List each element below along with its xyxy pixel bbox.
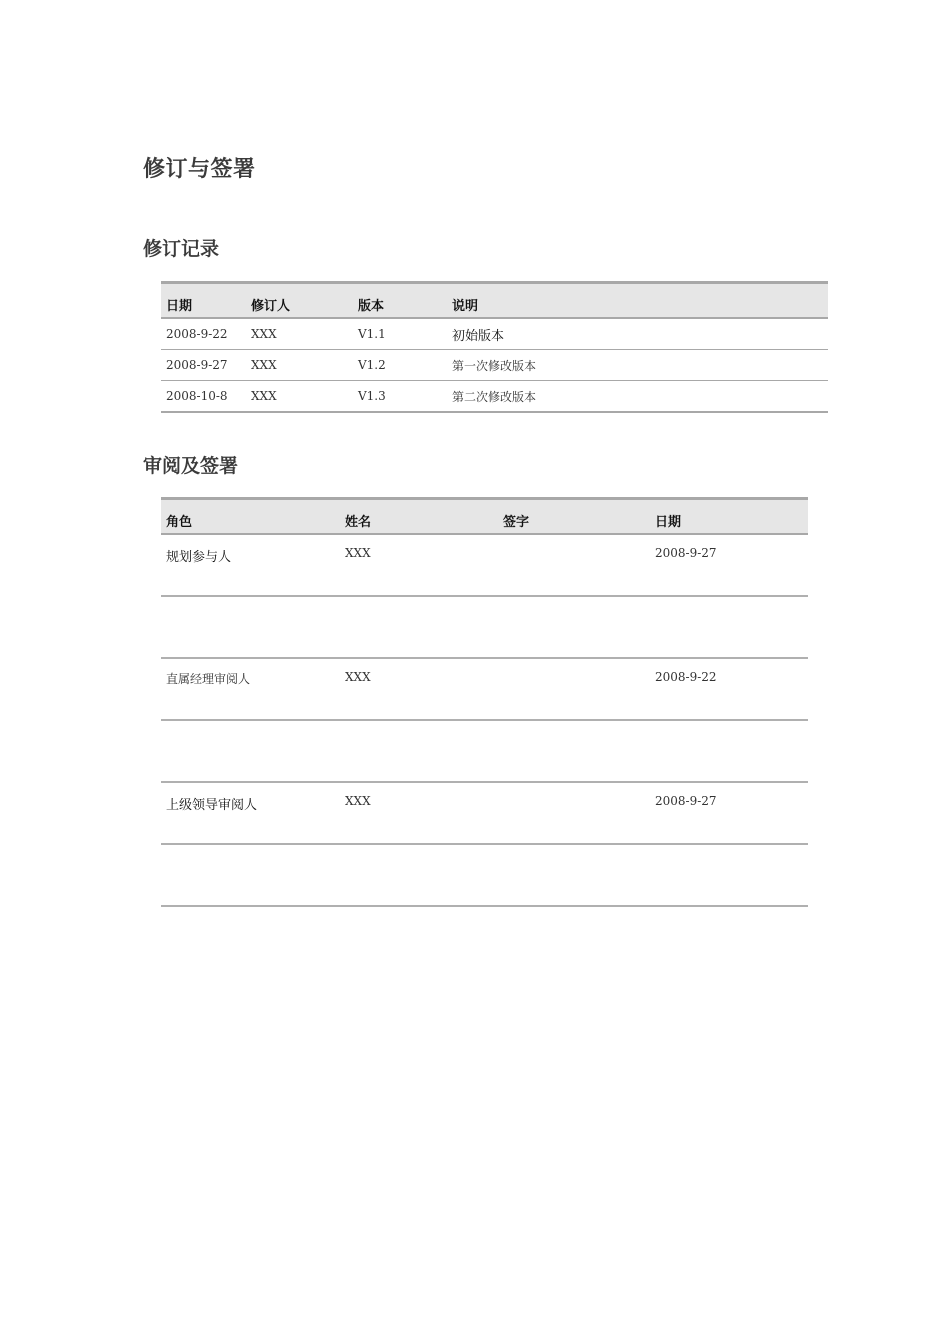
table-row	[161, 720, 808, 782]
revision-date: 2008-9-27	[161, 350, 246, 381]
review-signature[interactable]	[498, 720, 650, 782]
review-role: 规划参与人	[161, 534, 340, 596]
table-row	[161, 844, 808, 906]
col-header-date: 日期	[650, 499, 808, 535]
review-name	[340, 596, 498, 658]
review-signature[interactable]	[498, 844, 650, 906]
review-signature[interactable]	[498, 782, 650, 844]
table-row	[161, 318, 828, 350]
col-header-signature: 签字	[498, 499, 650, 535]
review-name: XXX	[340, 782, 498, 844]
review-name	[340, 720, 498, 782]
review-signature[interactable]	[498, 658, 650, 720]
review-name: XXX	[340, 658, 498, 720]
review-name	[340, 844, 498, 906]
col-header-version: 版本	[353, 283, 447, 319]
review-date: 2008-9-27	[650, 534, 808, 596]
review-section-title: 审阅及签署	[143, 455, 239, 477]
table-row	[161, 381, 828, 413]
col-header-name: 姓名	[340, 499, 498, 535]
review-name: XXX	[340, 534, 498, 596]
table-row	[161, 782, 808, 844]
review-signature-table	[161, 497, 808, 907]
revision-reviser: XXX	[246, 381, 353, 413]
revision-description: 初始版本	[447, 318, 828, 350]
review-date: 2008-9-22	[650, 658, 808, 720]
revision-date: 2008-10-8	[161, 381, 246, 413]
col-header-date: 日期	[161, 283, 246, 319]
revision-description: 第一次修改版本	[447, 350, 828, 381]
revision-description: 第二次修改版本	[447, 381, 828, 413]
review-signature[interactable]	[498, 534, 650, 596]
col-header-description: 说明	[447, 283, 828, 319]
review-role	[161, 844, 340, 906]
revision-table	[161, 281, 828, 413]
review-role: 上级领导审阅人	[161, 782, 340, 844]
review-header-row	[161, 499, 808, 535]
review-role	[161, 596, 340, 658]
review-role: 直属经理审阅人	[161, 658, 340, 720]
revision-version: V1.1	[353, 318, 447, 350]
table-row	[161, 350, 828, 381]
revision-date: 2008-9-22	[161, 318, 246, 350]
table-row	[161, 596, 808, 658]
review-date: 2008-9-27	[650, 782, 808, 844]
revision-section-title: 修订记录	[143, 238, 220, 260]
review-role	[161, 720, 340, 782]
revision-version: V1.2	[353, 350, 447, 381]
table-row	[161, 534, 808, 596]
review-date	[650, 844, 808, 906]
col-header-reviser: 修订人	[246, 283, 353, 319]
revision-header-row	[161, 283, 828, 319]
col-header-role: 角色	[161, 499, 340, 535]
revision-reviser: XXX	[246, 350, 353, 381]
review-signature[interactable]	[498, 596, 650, 658]
page-title: 修订与签署	[143, 157, 256, 182]
revision-version: V1.3	[353, 381, 447, 413]
review-date	[650, 720, 808, 782]
review-date	[650, 596, 808, 658]
revision-reviser: XXX	[246, 318, 353, 350]
table-row	[161, 658, 808, 720]
